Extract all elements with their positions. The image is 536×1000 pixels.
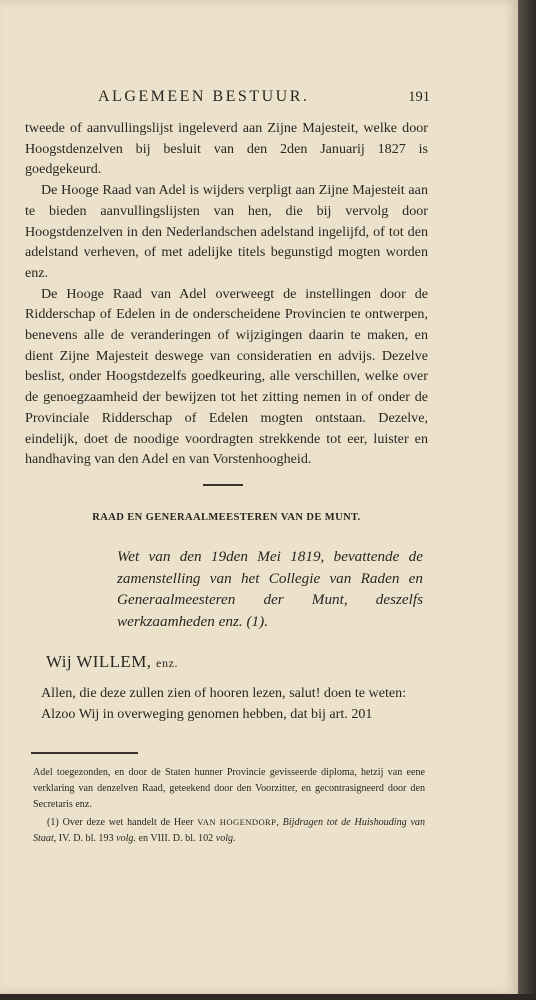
footnote-text: , <box>276 816 283 828</box>
footnote-ref: , IV. D. bl. 193 <box>53 832 117 844</box>
footnotes <box>33 765 425 847</box>
decree-heading-main: Wij WILLEM, <box>46 652 152 671</box>
footnote-volg: volg. <box>215 832 236 844</box>
footnote-volg: volg. <box>116 832 136 844</box>
paragraph: De Hooge Raad van Adel is wijders verpligt aan Zijne Majesteit aan te bieden aanvullingslijsten van hen, die bij vervolg door Hoogstdenzelven in den Nederlandschen adelstand ingelijfd, of tot den adelstand verheven, of met adelijke titels begunstigd mogten worden enz. <box>25 182 428 281</box>
page-number: 191 <box>408 89 430 105</box>
paragraph: tweede of aanvullingslijst ingeleverd aan Zijne Majesteit, welke door Hoogstdenzelven bij besluit van den 2den Januarij 1827 is goedgekeurd. <box>25 120 428 178</box>
decree-line: Alzoo Wij in overweging genomen hebben, dat bij art. 201 <box>41 705 373 722</box>
decree-line: Allen, die deze zullen zien of hooren lezen, salut! doen te weten: <box>41 685 407 701</box>
page-header <box>98 88 430 110</box>
section-title: RAAD EN GENERAALMEESTEREN VAN DE MUNT. <box>92 512 361 523</box>
footnote-author: VAN HOGENDORP <box>197 816 277 827</box>
book-edge <box>518 0 536 1000</box>
footnote-ref: en VIII. D. bl. 102 <box>136 832 216 844</box>
footnote-1 <box>33 814 425 847</box>
body-text <box>25 118 428 470</box>
decree-body <box>25 683 428 724</box>
paragraph: De Hooge Raad van Adel overweegt de instellingen door de Ridderschap of Edelen in de onderscheidene Provincien te ontwerpen, benevens alle de veranderingen of wijzigingen daarin te maken, en dient Zijne Majesteit deswege van consideratien en advijs. Dezelve beslist, onder Hoogstdezelfs goedkeuring, alle verschillen, welke over de genoegzaamheid der bewijzen tot het zitting nemen in of onder de Provinciale Ridderschap of Edelen mogten ontstaan. Dezelve, eindelijk, doet de noodige voordragten strekkende tot eer, luister en handhaving van den Adel en van Vorstenhoogheid. <box>25 285 428 468</box>
decree-heading-enz: enz. <box>156 656 179 670</box>
footnote-continuation: Adel toegezonden, en door de Staten hunner Provincie gevisseerde diploma, hetzij van eene verklaring van denzelven Raad, geteekend door den Voorzitter, en gecontrasigneerd door den Secretaris enz. <box>33 767 425 811</box>
footnote-text: Over deze wet handelt de Heer <box>62 816 194 828</box>
footnote-rule <box>31 752 138 754</box>
decree-heading <box>46 652 178 672</box>
scan-border <box>0 994 536 1000</box>
section-divider <box>203 484 243 486</box>
footnote-book-title: Bijdragen tot de Huishouding van Staat <box>33 816 426 844</box>
law-title: Wet van den 19den Mei 1819, bevattende de zamenstelling van het Collegie van Raden en Generaalmeesteren der Munt, deszelfs werkzaamheden enz. (1). <box>117 548 423 630</box>
footnote-marker: (1) <box>47 816 59 828</box>
running-head: ALGEMEEN BESTUUR. <box>98 88 310 105</box>
